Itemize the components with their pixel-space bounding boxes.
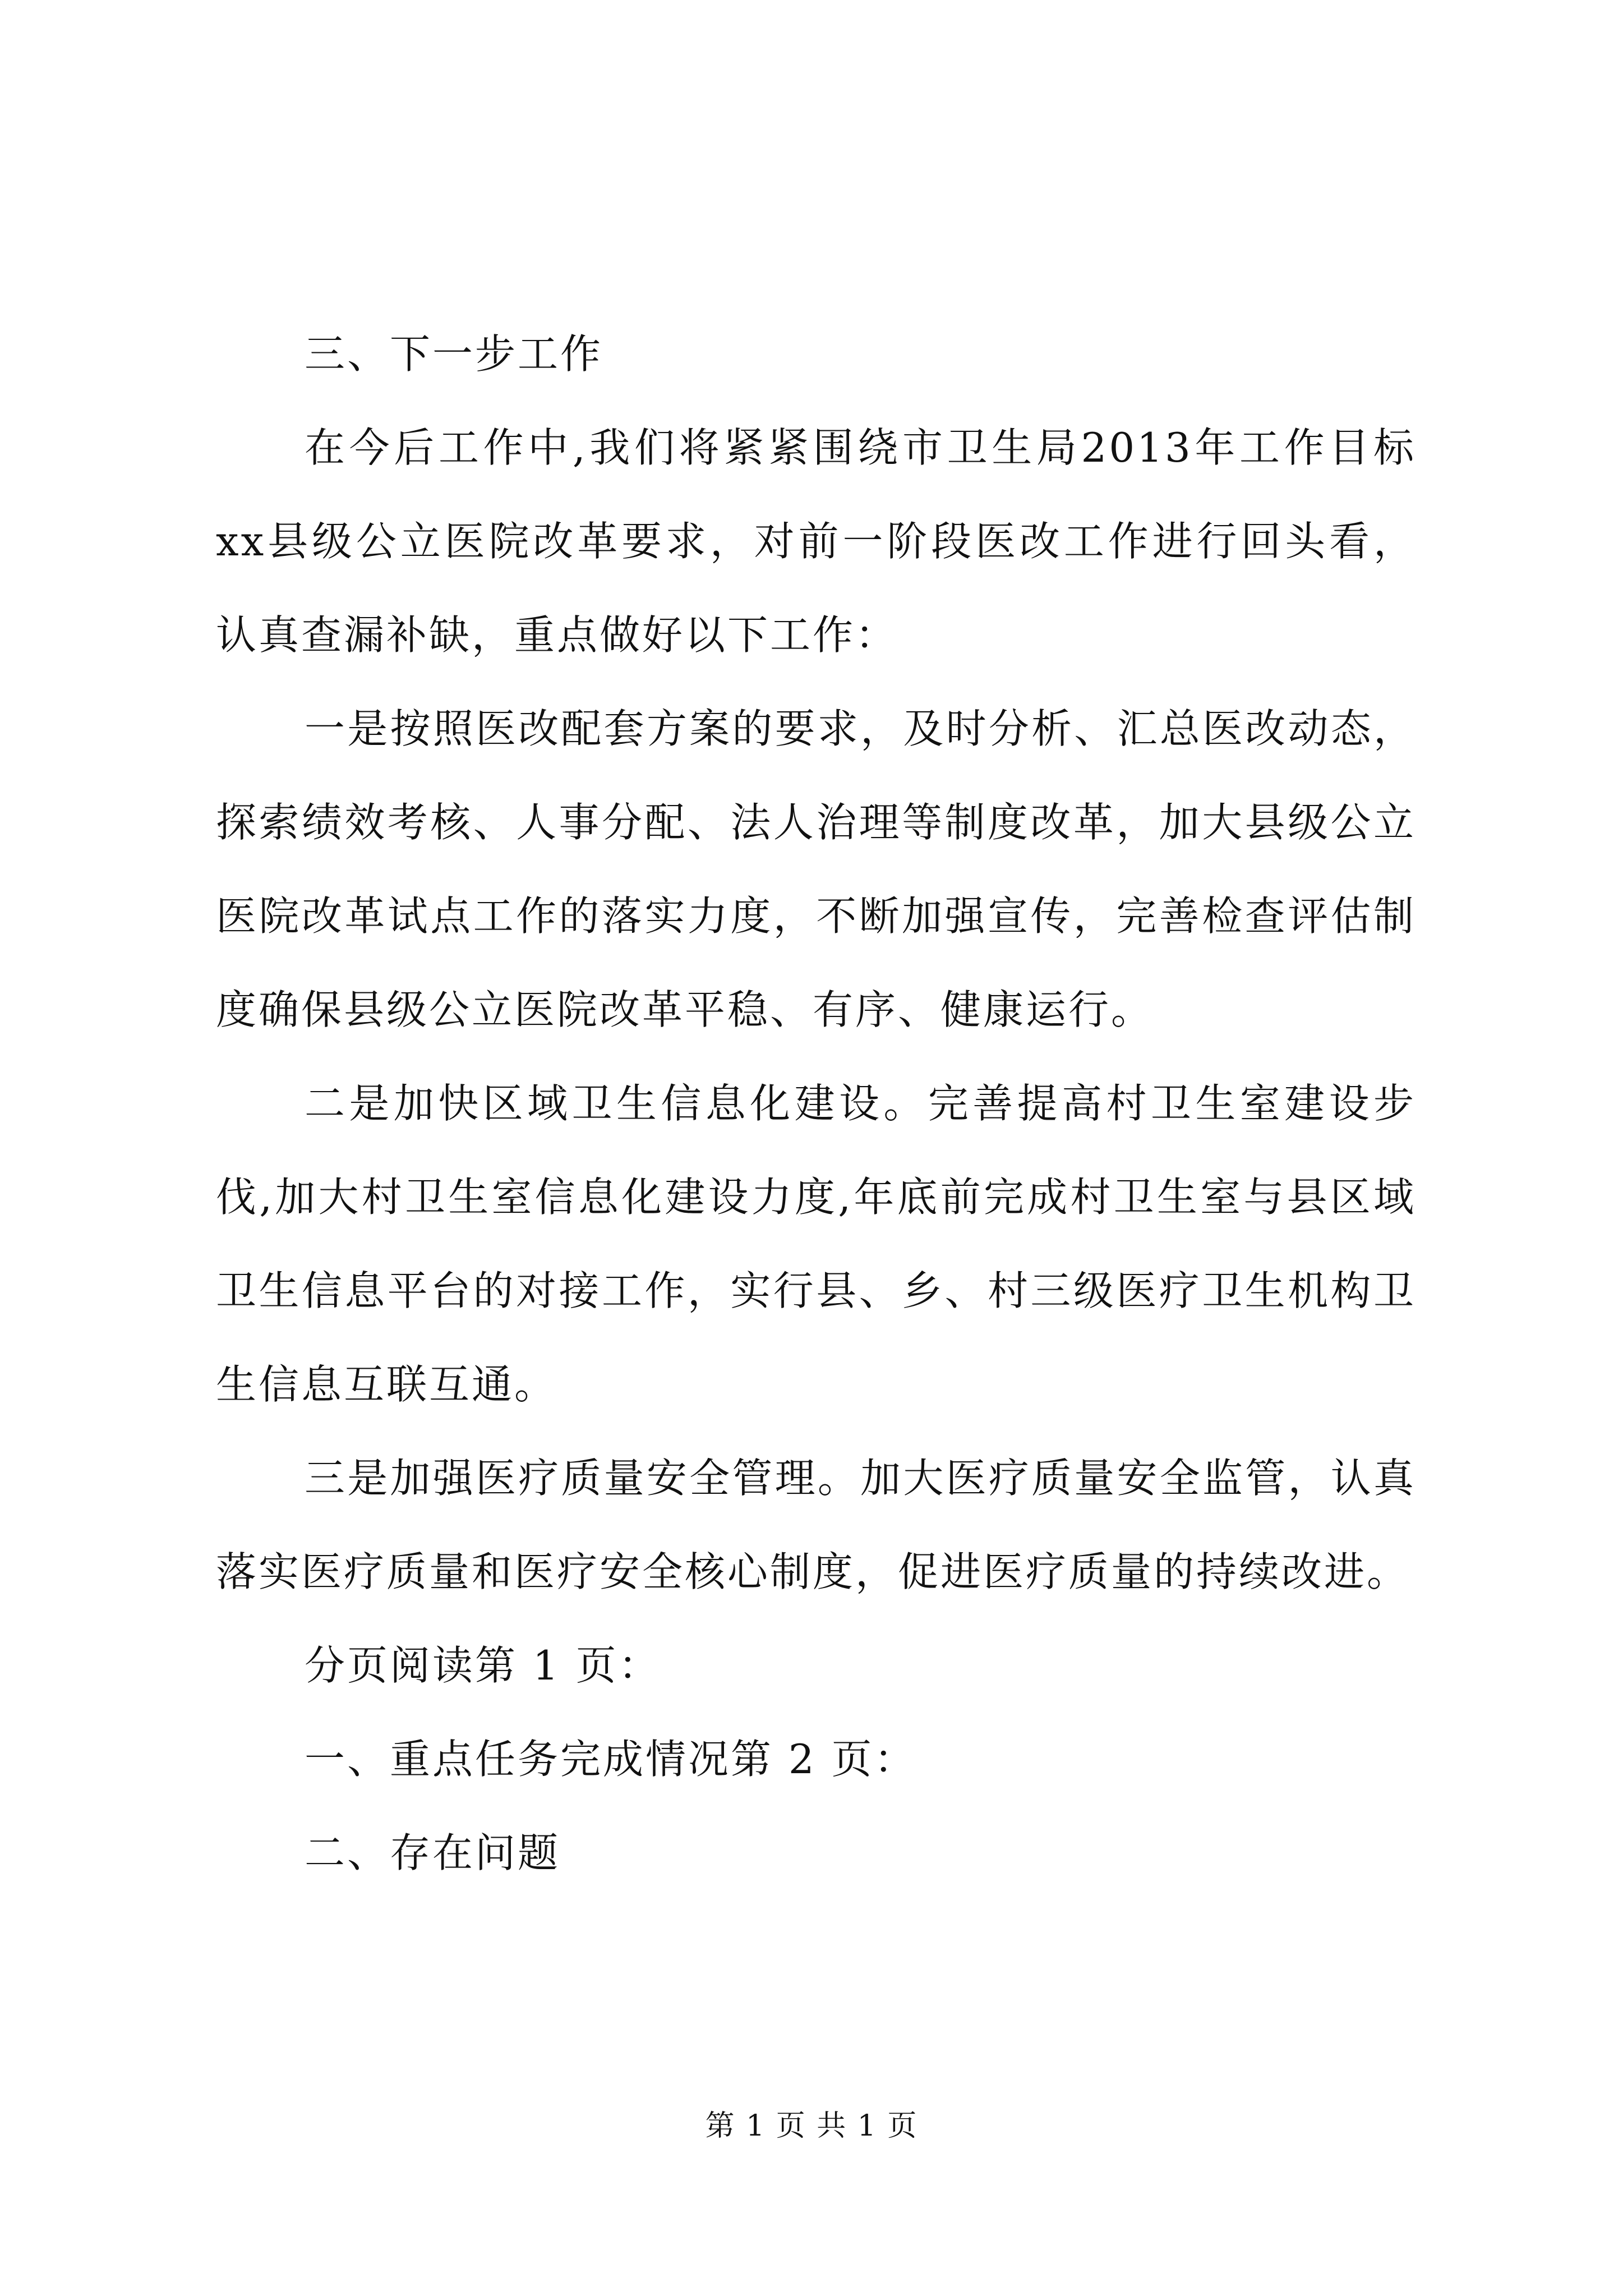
pagination-line-page-2: 一、重点任务完成情况第 2 页： — [305, 1736, 917, 1783]
paragraph-item-two: 二是加快区域卫生信息化建设。完善提高村卫生室建设步伐,加大村卫生室信息化建设力度,年底前完成村卫生室与县区域卫生信息平台的对接工作，实行县、乡、村三级医疗卫生机构卫生信息互联互通。 — [216, 1080, 1416, 1408]
pagination-line-page-1: 分页阅读第 1 页： — [305, 1642, 661, 1689]
paragraph-item-one: 一是按照医改配套方案的要求，及时分析、汇总医改动态，探索绩效考核、人事分配、法人治理等制度改革，加大县级公立医院改革试点工作的落实力度，不断加强宣传，完善检查评估制度确保县级公立医院改革平稳、有序、健康运行。 — [216, 705, 1416, 1033]
document-body — [216, 307, 1416, 1900]
paragraph-item-three: 三是加强医疗质量安全管理。加大医疗质量安全监管，认真落实医疗质量和医疗安全核心制度，促进医疗质量的持续改进。 — [216, 1455, 1416, 1595]
section-heading: 三、下一步工作 — [305, 330, 603, 378]
page-footer: 第 1 页 共 1 页 — [705, 2109, 918, 2143]
pagination-line-issues: 二、存在问题 — [305, 1829, 561, 1876]
paragraph-intro: 在今后工作中,我们将紧紧围绕市卫生局2013年工作目标xx县级公立医院改革要求，对前一阶段医改工作进行回头看，认真查漏补缺，重点做好以下工作： — [216, 424, 1416, 659]
